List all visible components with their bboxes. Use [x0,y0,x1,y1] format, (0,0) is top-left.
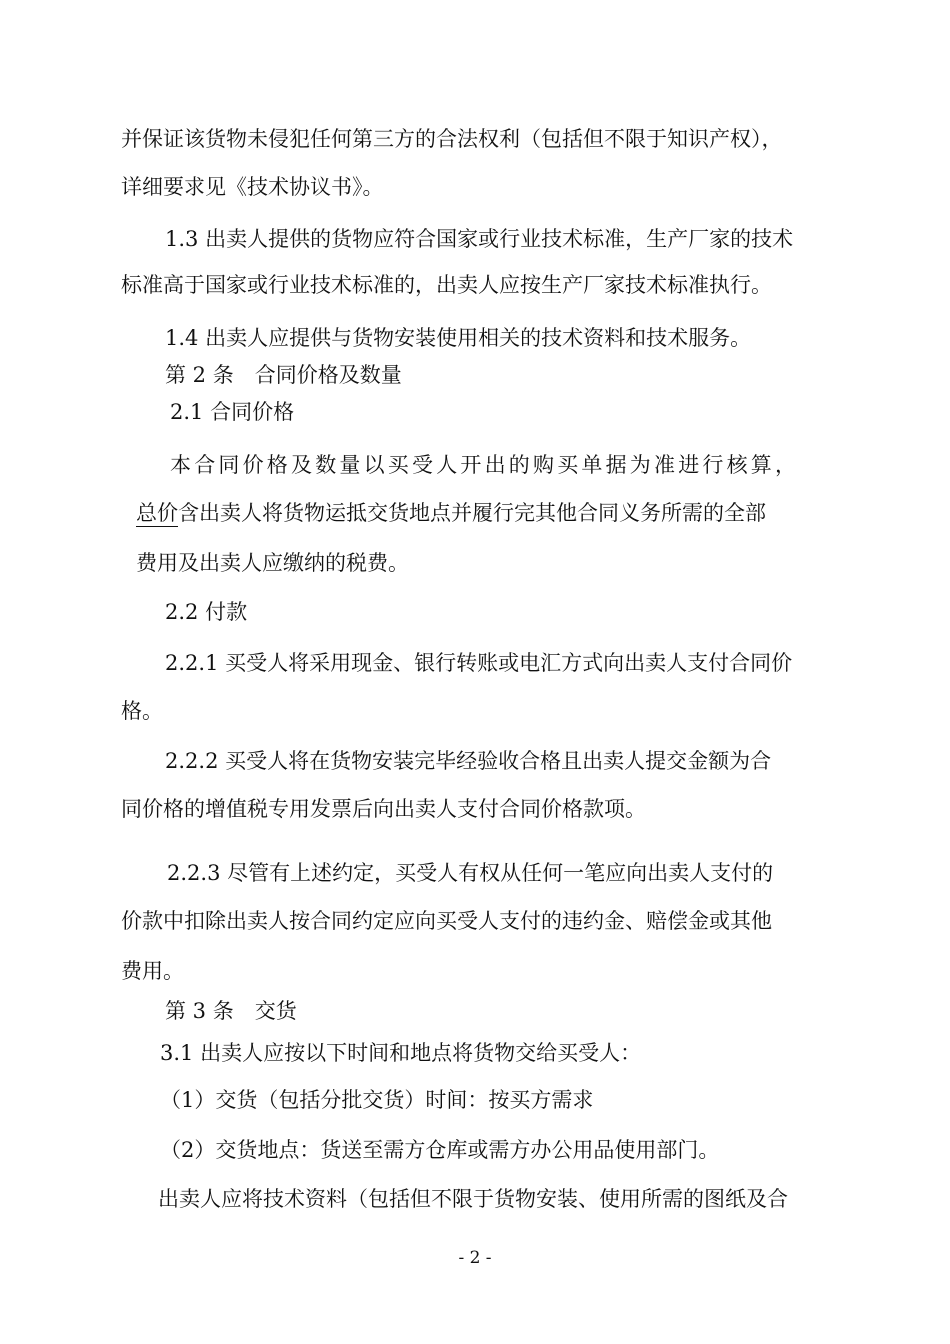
text-line: 格。 [121,699,163,723]
text-line: 标准高于国家或行业技术标准的，出卖人应按生产厂家技术标准执行。 [121,273,772,297]
text-line: 1.4 出卖人应提供与货物安装使用相关的技术资料和技术服务。 [165,326,752,350]
text-line: 本合同价格及数量以买受人开出的购买单据为准进行核算， [170,453,800,477]
underlined-text: 总价 [136,501,178,525]
text-line: 出卖人应将技术资料（包括但不限于货物安装、使用所需的图纸及合 [158,1187,788,1211]
text-line: 详细要求见《技术协议书》。 [121,175,384,199]
text-line: 费用及出卖人应缴纳的税费。 [136,551,409,575]
page-number: - 2 - [458,1248,492,1268]
text-line: 3.1 出卖人应按以下时间和地点将货物交给买受人： [160,1041,642,1065]
text-line: 总价含出卖人将货物运抵交货地点并履行完其他合同义务所需的全部 [136,501,766,525]
text-line: 同价格的增值税专用发票后向出卖人支付合同价格款项。 [121,797,646,821]
text-line: 2.2.3 尽管有上述约定，买受人有权从任何一笔应向出卖人支付的 [167,861,774,885]
text-line: 并保证该货物未侵犯任何第三方的合法权利（包括但不限于知识产权）， [121,127,783,151]
text-line: 2.2.1 买受人将采用现金、银行转账或电汇方式向出卖人支付合同价 [165,651,793,675]
text-line: 1.3 出卖人提供的货物应符合国家或行业技术标准，生产厂家的技术 [165,227,794,251]
text-line: 费用。 [121,959,184,983]
text-line: （1）交货（包括分批交货）时间：按买方需求 [160,1088,594,1112]
subsection-heading: 2.1 合同价格 [170,400,295,424]
text-line: 2.2.2 买受人将在货物安装完毕经验收合格且出卖人提交金额为合 [165,749,772,773]
subsection-heading: 2.2 付款 [165,600,248,624]
section-heading: 第 3 条 交货 [165,999,297,1023]
text-line: 价款中扣除出卖人按合同约定应向买受人支付的违约金、赔偿金或其他 [121,909,772,933]
section-heading: 第 2 条 合同价格及数量 [165,363,402,387]
text-line: （2）交货地点：货送至需方仓库或需方办公用品使用部门。 [160,1138,720,1162]
